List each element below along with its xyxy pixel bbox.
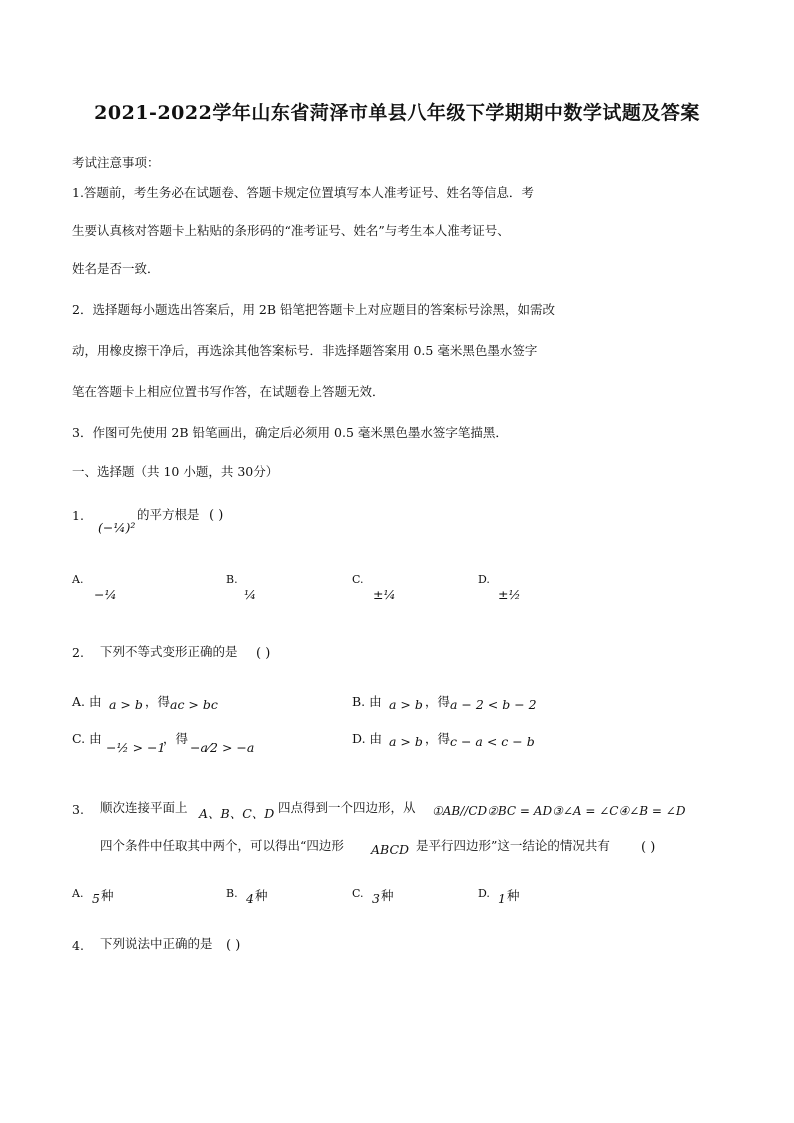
page-title: 2021-2022学年山东省菏泽市单县八年级下学期期中数学试题及答案: [94, 102, 700, 124]
option-value: ±¼: [373, 587, 396, 602]
option-label: D.: [478, 887, 490, 900]
notice-heading: 考试注意事项：: [72, 155, 160, 170]
answer-paren: ( ): [209, 508, 224, 523]
option-unit: 种: [255, 888, 268, 903]
option-label: C.: [352, 887, 364, 900]
question-number: 1.: [72, 508, 84, 523]
math-expression: (−¼)²: [98, 520, 136, 535]
option-label: B.: [226, 887, 238, 900]
condition-list: ①AB//CD②BC = AD③∠A = ∠C④∠B = ∠D: [432, 804, 686, 818]
option-a-result: ac > bc: [170, 697, 218, 712]
option-b-label: B. 由: [352, 694, 382, 709]
answer-paren: ( ): [256, 646, 271, 661]
question-number: 3.: [72, 802, 84, 817]
option-label: A.: [72, 573, 84, 586]
option-c-condition: −½ > −1: [106, 740, 166, 755]
option-value: ¼: [244, 587, 257, 602]
option-number: 5: [92, 891, 100, 906]
option-value: −¼: [94, 587, 117, 602]
option-d-condition: a > b: [389, 734, 423, 749]
option-unit: 种: [507, 888, 520, 903]
notice-line: 3．作图可先使用 2B 铅笔画出，确定后必须用 0.5 毫米黑色墨水签字笔描黑．: [72, 425, 508, 440]
question-text: 的平方根是: [137, 507, 200, 522]
question-number: 2.: [72, 645, 84, 660]
option-label: B.: [226, 573, 238, 586]
option-number: 3: [372, 891, 380, 906]
option-unit: 种: [101, 888, 114, 903]
answer-paren: ( ): [641, 840, 656, 855]
option-unit: 种: [381, 888, 394, 903]
option-value: ±½: [498, 587, 521, 602]
question-text: 四个条件中任取其中两个，可以得出“四边形: [100, 838, 344, 853]
notice-line: 姓名是否一致．: [72, 261, 160, 276]
point-list: A、B、C、D: [199, 806, 275, 821]
question-text: 下列说法中正确的是: [100, 936, 213, 951]
option-d-label: D. 由: [352, 731, 383, 746]
option-label: A.: [72, 887, 84, 900]
option-b-result: a − 2 < b − 2: [450, 697, 537, 712]
option-c-label: C. 由: [72, 731, 102, 746]
notice-line: 2．选择题每小题选出答案后，用 2B 铅笔把答题卡上对应题目的答案标号涂黑，如需改: [72, 302, 556, 317]
option-a-condition: a > b: [109, 697, 143, 712]
answer-paren: ( ): [226, 938, 241, 953]
question-number: 4.: [72, 938, 84, 953]
option-c-result: −a⁄2 > −a: [190, 740, 255, 755]
question-text: 下列不等式变形正确的是: [100, 644, 238, 659]
notice-line: 1.答题前，考生务必在试题卷、答题卡规定位置填写本人准考证号、姓名等信息．考: [72, 185, 534, 200]
option-b-mid: ，得: [425, 694, 451, 709]
question-text: 顺次连接平面上: [100, 800, 188, 815]
option-d-mid: ，得: [425, 731, 451, 746]
option-b-condition: a > b: [389, 697, 423, 712]
option-number: 4: [246, 891, 254, 906]
option-a-label: A. 由: [72, 694, 102, 709]
question-text: 是平行四边形”这一结论的情况共有: [416, 838, 610, 853]
option-number: 1: [498, 891, 506, 906]
option-d-result: c − a < c − b: [450, 734, 535, 749]
option-label: C.: [352, 573, 364, 586]
notice-line: 生要认真核对答题卡上粘贴的条形码的“准考证号、姓名”与考生本人准考证号、: [72, 223, 510, 238]
question-text: 四点得到一个四边形，从: [278, 800, 416, 815]
section-heading: 一、选择题（共 10 小题，共 30分）: [72, 464, 279, 479]
option-c-mid: ，得: [163, 731, 189, 746]
notice-line: 笔在答题卡上相应位置书写作答，在试题卷上答题无效．: [72, 384, 385, 399]
option-a-mid: ，得: [145, 694, 171, 709]
option-label: D.: [478, 573, 490, 586]
quadrilateral-name: ABCD: [371, 842, 410, 857]
notice-line: 动，用橡皮擦干净后，再选涂其他答案标号．非选择题答案用 0.5 毫米黑色墨水签字: [72, 343, 538, 358]
